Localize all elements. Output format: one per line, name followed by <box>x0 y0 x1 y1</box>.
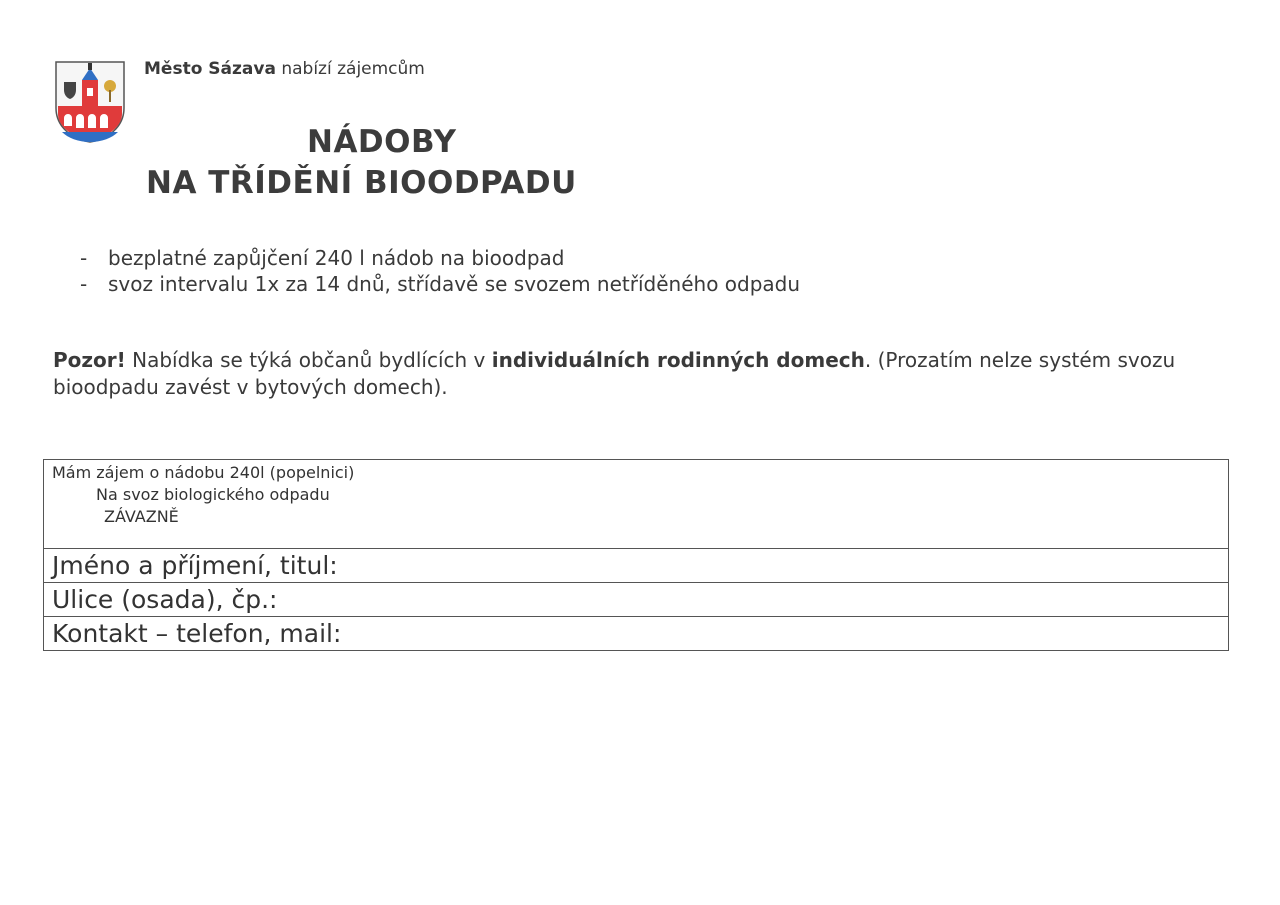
notice-text-1: Nabídka se týká občanů bydlících v <box>125 348 492 372</box>
form-header-line-3: ZÁVAZNĚ <box>104 507 179 526</box>
city-coat-of-arms-icon <box>54 60 126 144</box>
notice-paragraph <box>53 347 1233 401</box>
benefit-list <box>80 245 800 297</box>
interest-form-table <box>43 459 1229 651</box>
street-field-row[interactable]: Ulice (osada), čp.: <box>44 583 1228 617</box>
bullet-dash: - <box>80 246 88 270</box>
form-header-line-1: Mám zájem o nádobu 240l (popelnici) <box>52 463 355 482</box>
notice-text-2: . (Prozatím nelze systém svozu bioodpadu zavést v bytových domech). <box>53 348 1176 399</box>
form-header-line-2: Na svoz biologického odpadu <box>96 485 330 504</box>
list-item-text: svoz intervalu 1x za 14 dnů, střídavě se svozem netříděného odpadu <box>108 272 801 296</box>
notice-bold: individuálních rodinných domech <box>491 348 865 372</box>
list-item <box>80 271 800 297</box>
form-header <box>44 460 1228 549</box>
notice-warning: Pozor! <box>53 348 126 372</box>
contact-field-row[interactable]: Kontakt – telefon, mail: <box>52 619 342 648</box>
title-line-2: NA TŘÍDĚNÍ BIOODPADU <box>146 165 577 201</box>
title-line-1: NÁDOBY <box>307 124 457 160</box>
list-item <box>80 245 800 271</box>
name-field-row[interactable]: Jméno a příjmení, titul: <box>44 549 1228 583</box>
list-item-text: bezplatné zapůjčení 240 l nádob na bioodpad <box>108 246 565 270</box>
city-name: Město Sázava <box>144 59 276 79</box>
header-line <box>144 59 425 79</box>
bullet-dash: - <box>80 272 88 296</box>
header-text: nabízí zájemcům <box>281 59 425 79</box>
